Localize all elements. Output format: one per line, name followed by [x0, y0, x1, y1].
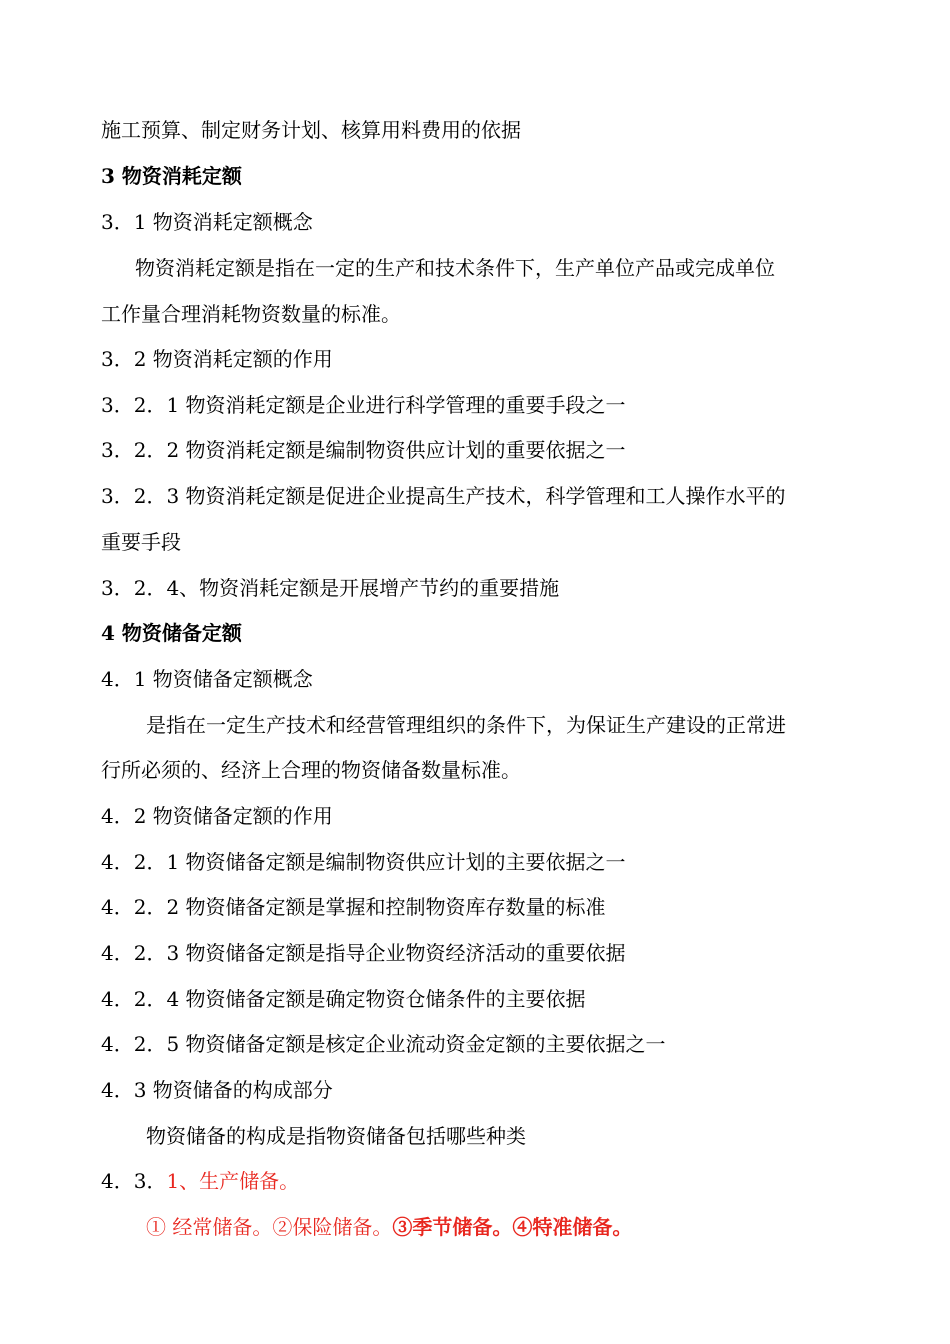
subheading-4-3: 4．3 物资储备的构成部分 [101, 1078, 333, 1102]
paragraph-line: 行所必须的、经济上合理的物资储备数量标准。 [101, 758, 521, 782]
emphasis-text: 1、生产储备。 [166, 1169, 300, 1193]
paragraph-line: 物资消耗定额是指在一定的生产和技术条件下，生产单位产品或完成单位 [135, 256, 775, 280]
paragraph-line: 工作量合理消耗物资数量的标准。 [101, 302, 401, 326]
list-item: 4．2．1 物资储备定额是编制物资供应计划的主要依据之一 [101, 850, 626, 874]
list-item: 4．2．4 物资储备定额是确定物资仓储条件的主要依据 [101, 987, 586, 1011]
list-item: 3．2．3 物资消耗定额是促进企业提高生产技术，科学管理和工人操作水平的 [101, 484, 786, 508]
strong-emphasis-text: ③季节储备。④特准储备。 [392, 1215, 633, 1239]
section-heading-3: 3 物资消耗定额 [101, 164, 242, 188]
reserve-types-line [146, 1215, 906, 1239]
list-item: 3．2．2 物资消耗定额是编制物资供应计划的重要依据之一 [101, 438, 626, 462]
text-line: 施工预算、制定财务计划、核算用料费用的依据 [101, 118, 521, 142]
list-item: 4．2．5 物资储备定额是核定企业流动资金定额的主要依据之一 [101, 1032, 666, 1056]
paragraph-line: 是指在一定生产技术和经营管理组织的条件下，为保证生产建设的正常进 [146, 713, 786, 737]
list-item: 3．2．4、物资消耗定额是开展增产节约的重要措施 [101, 576, 560, 600]
list-item-continuation: 重要手段 [101, 530, 181, 554]
section-heading-4: 4 物资储备定额 [101, 621, 242, 645]
emphasis-text: ① 经常储备。②保险储备。 [146, 1215, 393, 1239]
subheading-4-1: 4．1 物资储备定额概念 [101, 667, 313, 691]
subheading-3-1: 3．1 物资消耗定额概念 [101, 210, 313, 234]
subheading-3-2: 3．2 物资消耗定额的作用 [101, 347, 333, 371]
paragraph-line: 物资储备的构成是指物资储备包括哪些种类 [146, 1124, 526, 1148]
list-number: 4．3． [101, 1169, 167, 1193]
subheading-4-2: 4．2 物资储备定额的作用 [101, 804, 333, 828]
list-item: 4．2．2 物资储备定额是掌握和控制物资库存数量的标准 [101, 895, 606, 919]
list-item: 4．2．3 物资储备定额是指导企业物资经济活动的重要依据 [101, 941, 626, 965]
list-item-production-reserve [101, 1169, 861, 1193]
list-item: 3．2．1 物资消耗定额是企业进行科学管理的重要手段之一 [101, 393, 626, 417]
